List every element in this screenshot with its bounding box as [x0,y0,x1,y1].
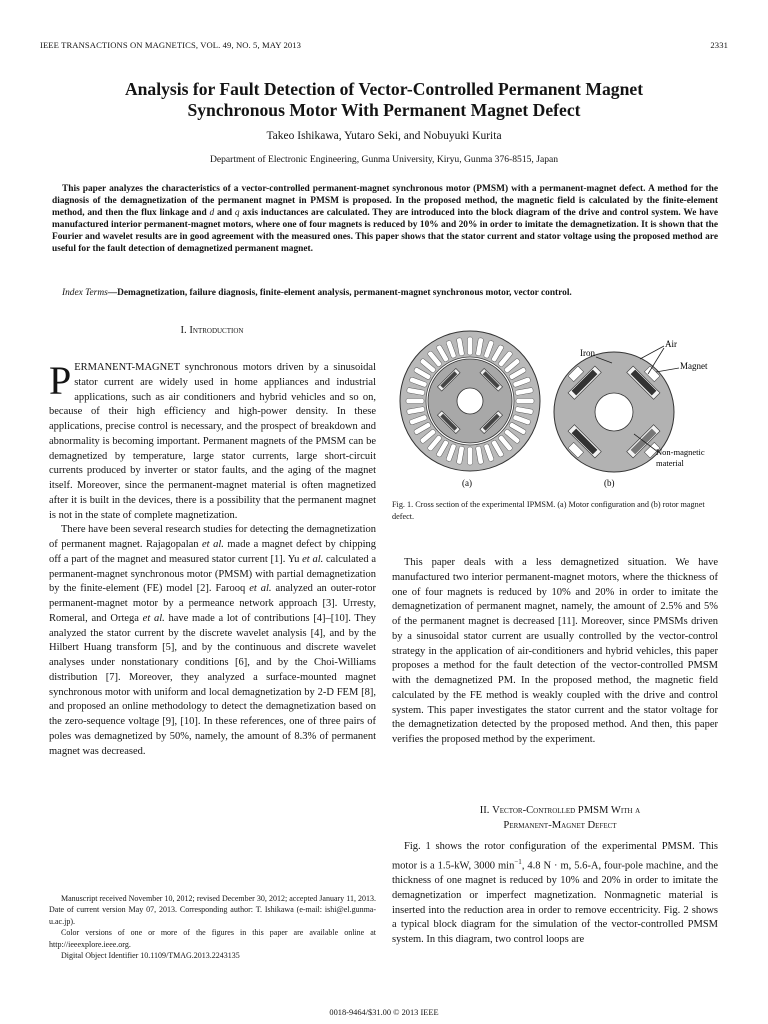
figure-1-caption: Fig. 1. Cross section of the experimental IPMSM. (a) Motor configuration and (b) rotor magnet defect. [392,500,705,521]
abstract-q-symbol: q [234,208,240,219]
section-2-title-1: Vector-Controlled PMSM With a [492,805,641,816]
stator-slot [467,447,472,465]
index-terms-label: Index Terms [62,288,108,298]
figure-1-diagram [392,326,728,496]
affiliation: Department of Electronic Engineering, Gunma University, Kiryu, Gunma 376-8515, Japan [209,154,559,165]
section-2-line-1 [392,803,728,818]
footnote-doi: Digital Object Identifier 10.1109/TMAG.2013.2243135 [61,951,240,961]
footnote [49,893,376,961]
copyright-footer: 0018-9464/$31.00 © 2013 IEEE [329,1008,439,1017]
abstract [52,183,718,256]
intro-p2-d: analyzed an outer-rotor permanent-magnet motor by a permeance network approach [3]. Urresty, Romeral, and Ortega [49,583,376,624]
s2-text-b: , 4.8 N · m, 5.6-A, four-pole machine, and the thickness of one magnet is reduced by 10% and 20% in order to imitate the demagnetization or imperfect magnetization. Nonmagnetic material is inserted into the reduction area in order to remove eccentricity. Fig. 2 shows a typical block diagram for the simulation of the vector-controlled PMSM system. In this diagram, two control loops are [392,860,718,945]
section-2-heading [392,803,728,833]
intro-p2-a: There have been several research studies for detecting the demagnetization of permanent magnet. Rajagopalan [49,524,376,550]
title-line-1: Analysis for Fault Detection of Vector-Controlled Permanent Magnet [124,79,644,99]
title-line-2: Synchronous Motor With Permanent Magnet Defect [187,100,581,120]
section-1-title: Introduction [189,325,244,336]
abstract-part-1: This paper analyzes the characteristics of a vector-controlled permanent-magnet synchronous motor (PMSM) with a permanent-magnet defect. A method for the diagnosis of the demagnetization of the permanent magnet in PMSM is proposed. In the proposed method, the magnetic field is calculated by the finite-element method, and then the flux linkage and [52,184,718,219]
intro-p1-text: synchronous motors driven by a sinusoidal stator current are widely used in home appliances and industrial applications, such as air conditioners and hybrid vehicles and so on, because of their high efficiency and high-power density. In these applications, precise control is necessary, and the prospect of breakdown and abnormality is becoming important. Permanent magnets of the PMSM can be demagnetized by temperature, large stator currents, large short-circuit currents produced by inverter or stator faults, and the aging of the magnet itself. Moreover, since the permanent-magnet material is often magnetized after it is built in the devices, there is a possibility that the permanent magnet is not in the state of complete magnetization. [49,362,376,521]
stator-slot [406,398,424,403]
index-terms [52,287,718,299]
paper-title [40,79,728,121]
intro-paragraph-2 [49,523,376,759]
stator-slot [516,398,534,403]
abstract-and: and [214,208,235,219]
et-al-3: et al. [249,583,272,595]
s2-text-a: Fig. 1 shows the rotor configuration of the experimental PMSM. This motor is a 1.5-kW, 3000 min [392,841,718,872]
footnote-manuscript: Manuscript received November 10, 2012; revised December 30, 2012; accepted January 11, 2013. Date of current version May 07, 2013. Corresponding author: T. Ishikawa (e-mail: ishi@el.gunma-u.ac.jp). [49,894,376,926]
label-magnet: Magnet [680,361,708,371]
intro-body [49,358,376,759]
intro-paragraph-1 [49,358,376,523]
section-2-paragraph [392,840,718,948]
label-a: (a) [462,478,472,488]
et-al-2: et al. [302,553,324,565]
et-al-1: et al. [202,539,224,550]
label-iron: Iron [580,348,595,358]
intro-p2-c: calculated a permanent-magnet synchronous motor (PMSM) with partial demagnetization by the finite-element (FE) model [2]. Farooq [49,553,376,595]
drop-cap: P [49,358,72,403]
journal-header: IEEE TRANSACTIONS ON MAGNETICS, VOL. 49, NO. 5, MAY 2013 [40,40,302,50]
abstract-d-symbol: d [209,208,215,219]
stator-slot [467,337,472,355]
shaft [457,388,483,414]
section-2-number: II. [479,805,493,816]
section-2-title-2: Permanent-Magnet Defect [503,820,617,831]
page-number: 2331 [710,40,728,50]
section-1-heading [40,323,384,338]
label-b: (b) [604,478,615,488]
intro-p2-e: have made a lot of contributions [4]–[10]. They analyzed the stator current by the discrete wavelet analysis [4], and by the Hilbert Huang transform [5], and by the continuous and discrete wavelet analyses under nonstationary conditions [6], and by the Choi-Williams distribution [7]. Moreover, they analyzed a surface-mounted magnet synchronous motor with uniform and local demagnetization by 2-D FEM [8], and proposed an online methodology to detect the demagnetization based on the zero-sequence voltage [9], [10]. In these references, one of three pairs of poles was demagnetized by 50%, namely, the amount of 8.3% of permanent magnet was decreased. [49,612,376,757]
label-nonmagnetic: Non-magnetic [656,447,705,457]
right-column-paragraph [392,556,718,748]
intro-lead: ERMANENT-MAGNET [74,362,180,373]
authors: Takeo Ishikawa, Yutaro Seki, and Nobuyuki Kurita [266,130,502,142]
demagnetization-paragraph: This paper deals with a less demagnetized situation. We have manufactured two interior permanent-magnet motors, where the thickness of one of four magnets is reduced by 10% and 20% in order to imitate the demagnetization of permanent magnet, namely, the amount of 2.5% and 5% of the permanent magnet is decreased [11]. Moreover, since PMSMs driven by a sinusoidal stator current are usually controlled by the vector-control strategy in the application of air-conditioners and hybrid vehicles, this paper proposes a method for the fault detection of the vector-controlled PMSM with the demagnetized PM. In the proposed method, the magnetic field calculated by the FE method is weakly coupled with the drive and control system. This paper investigates the stator current and the stator voltage for the demagnetization detected by the proposed method. And then, this paper verifies the proposed method by the experiment. [392,557,718,745]
index-terms-text: Demagnetization, failure diagnosis, finite-element analysis, permanent-magnet synchronous motor, vector control. [117,288,572,298]
section-2-body [392,840,718,948]
index-terms-dash: — [107,288,118,298]
label-material: material [656,458,684,468]
s2-superscript: −1 [514,857,522,866]
air-pointer-1 [640,346,664,359]
rotor-b-shaft [595,393,633,431]
et-al-4: et al. [142,612,165,624]
label-air: Air [665,339,677,349]
footnote-color: Color versions of one or more of the figures in this paper are available online at http://ieeexplore.ieee.org. [49,928,376,949]
intro-p2-b: made a magnet defect by chipping off a part of the magnet and measured stator current [1]. Yu [49,539,376,565]
motor-cross-section-a [400,331,540,471]
abstract-part-2: axis inductances are calculated. They are introduced into the block diagram of the drive and control system. We have manufactured interior permanent-magnet motors, where one of four magnets is reduced by 10% and 20% in order to imitate the demagnetization. It is shown that the Fourier and wavelet results are in good agreement with the measured ones. This paper shows that the stator current and stator voltage using the proposed method are useful for the fault detection of demagnetized permanent magnet. [52,208,718,255]
magnet-pointer [656,368,679,372]
section-1-number: I. [180,325,190,336]
